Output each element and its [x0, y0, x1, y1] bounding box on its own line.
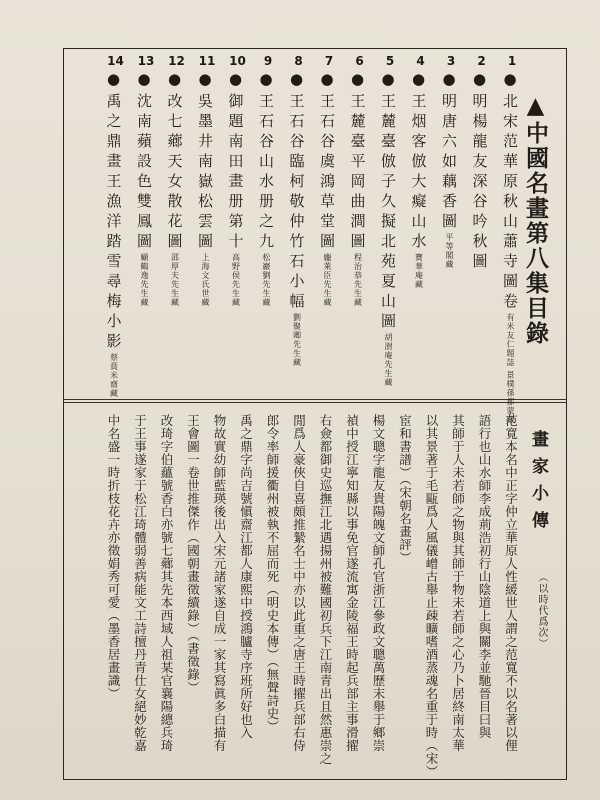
catalog-entry-title: ●王石谷虞鴻草堂圖 — [318, 70, 336, 253]
catalog-entry-collection: 松巖劉先生藏 — [262, 253, 271, 307]
entry-number: 1 — [507, 54, 517, 68]
catalog-entry-title: ●王石谷山水册之九 — [257, 70, 275, 253]
catalog-entry-collection: 寶華庵藏 — [414, 253, 424, 289]
catalog-entry-title: ●禹之鼎畫王漁洋踏雪尋梅小影 — [104, 70, 123, 353]
catalog-entry — [136, 70, 151, 307]
biography-line: 語行也山水師李成荊浩初行山陰道上與關李並馳晉目曰與 — [477, 414, 492, 739]
biography-line: 改琦字伯蘊號香白亦號七薌其先本西域人祖某官襄陽總兵琦 — [159, 414, 174, 752]
catalog-entry-title: ●御題南田畫册第十 — [226, 70, 245, 253]
section-divider — [63, 399, 567, 400]
entry-number: 2 — [477, 54, 486, 68]
catalog-entry — [167, 70, 182, 307]
biography-line: 王會圖一卷世推傑作（國朝畫徵續錄）（書徵錄） — [185, 414, 201, 694]
catalog-entry — [411, 70, 426, 289]
catalog-entry-collection: 劉聚卿先生藏 — [292, 313, 302, 367]
biography-line: 閒爲人豪俠自喜頗推縶名士中亦以此重之唐王時擢兵部右侍 — [291, 414, 307, 752]
catalog-entry — [350, 70, 365, 307]
entry-number: 8 — [294, 54, 303, 68]
catalog-entry-collection: 蔡賁米齋藏 — [109, 353, 119, 398]
entry-number: 5 — [385, 54, 395, 68]
catalog-entry-collection: 上海文氏世藏 — [201, 253, 210, 307]
catalog-entry-collection: 顧鶴逸先生藏 — [140, 253, 149, 307]
catalog-entry — [319, 70, 334, 307]
catalog-entry-collection: 有米友仁題誌 景樸孫都蒙藏 — [506, 313, 515, 425]
catalog-entry-collection: 龐萊臣先生藏 — [323, 253, 332, 307]
biography-line: 物故實幼師藍瑛後出入宋元諸家遂自成一家其寫眞多白描有 — [212, 414, 227, 752]
catalog-entry — [228, 70, 243, 307]
biography-line: 禹之鼎字尚吉號愼齋江都人康熙中授鴻臚寺序班所好也入 — [238, 414, 254, 739]
catalog-entry — [197, 70, 212, 307]
catalog-entry-title: ●改七薌天女散花圖 — [165, 70, 184, 253]
biography-line: 郎令率師援衢州被執不屈而死（明史本傳）（無聲詩史） — [265, 414, 280, 733]
entry-number: 4 — [416, 54, 425, 68]
biography-line: 于王事遂家于松江琦體弱善病能文工詩擅丹青仕女絕妙乾嘉 — [132, 414, 148, 752]
entry-number: 11 — [198, 54, 216, 68]
catalog-entry — [106, 70, 121, 398]
catalog-entry — [289, 70, 304, 367]
catalog-entry-title: ●王麓臺平岡曲澗圖 — [348, 70, 367, 253]
biography-line: 禎中授江寧知縣以事免官遂流寓金陵福王時起兵部主事滑擢 — [344, 414, 360, 752]
entry-number: 6 — [355, 54, 364, 68]
catalog-entry-collection: 胡澍庵先生藏 — [384, 333, 393, 387]
biography-line: 宦和書譜）（宋朝名畫評） — [397, 414, 413, 564]
biography-subtitle: （以時代爲次） — [536, 572, 547, 649]
catalog-entry-collection: 程治恭先生藏 — [353, 253, 363, 307]
entry-number: 12 — [168, 54, 185, 68]
catalog-entry-title: ●明楊龍友深谷吟秋圖 — [470, 70, 489, 273]
catalog-entry-title: ●明唐六如藕香圖 — [440, 70, 458, 233]
catalog-title: ▲中國名畫第八集目錄 — [522, 92, 549, 346]
biography-line: 以其景著于毛甌爲人風儀嶒古舉止疎曠嗜酒蒸魂名重于時（宋） — [424, 414, 439, 778]
biography-title: 畫家小傳 — [528, 430, 548, 538]
biography-line: 中名盛一時折枝花卉亦徵娟秀可愛（墨香居畫識） — [106, 414, 121, 700]
section-divider-second — [63, 402, 567, 403]
catalog-entry-collection: 高野侯先生藏 — [231, 253, 241, 307]
catalog-entry — [441, 70, 456, 269]
catalog-entry — [258, 70, 273, 307]
catalog-entry — [502, 70, 517, 425]
catalog-entry-collection: 邵厚夫先生藏 — [170, 253, 180, 307]
catalog-entry-title: ●北宋范華原秋山蕭寺圖卷 — [501, 70, 519, 313]
catalog-entry — [380, 70, 395, 387]
biography-line: 右僉都御史巡撫江北遇揚州被難國初兵下江南青出且然惠崇之 — [318, 414, 333, 765]
biography-line: 范寬本名中正字仲立華原人性緩世人謂之范寬不以名著以俚 — [503, 414, 519, 752]
biography-line: 其師于人未若師之物與其師于物未若師之心乃卜居終南太華 — [450, 414, 466, 752]
catalog-entry-title: ●吳墨井南嶽松雲圖 — [196, 70, 214, 253]
catalog-entry — [472, 70, 487, 273]
catalog-entry-title: ●王石谷臨柯敬仲竹石小幅 — [287, 70, 306, 313]
entry-number: 7 — [324, 54, 334, 68]
entry-number: 14 — [107, 54, 124, 68]
entry-number: 3 — [446, 54, 456, 68]
catalog-entry-title: ●沈南蘋設色雙鳳圖 — [135, 70, 153, 253]
catalog-entry-title: ●王麓臺倣子久擬北苑夏山圖 — [379, 70, 397, 333]
entry-number: 13 — [137, 54, 155, 68]
catalog-entry-collection: 平等閣藏 — [445, 233, 454, 269]
catalog-entry-title: ●王烟客倣大癡山水 — [409, 70, 428, 253]
biography-line: 楊文聰字龍友貴陽魄文師孔官浙江參政文聰萬歷末舉于鄉崇 — [371, 414, 386, 752]
entry-number: 10 — [229, 54, 246, 68]
entry-number: 9 — [263, 54, 273, 68]
